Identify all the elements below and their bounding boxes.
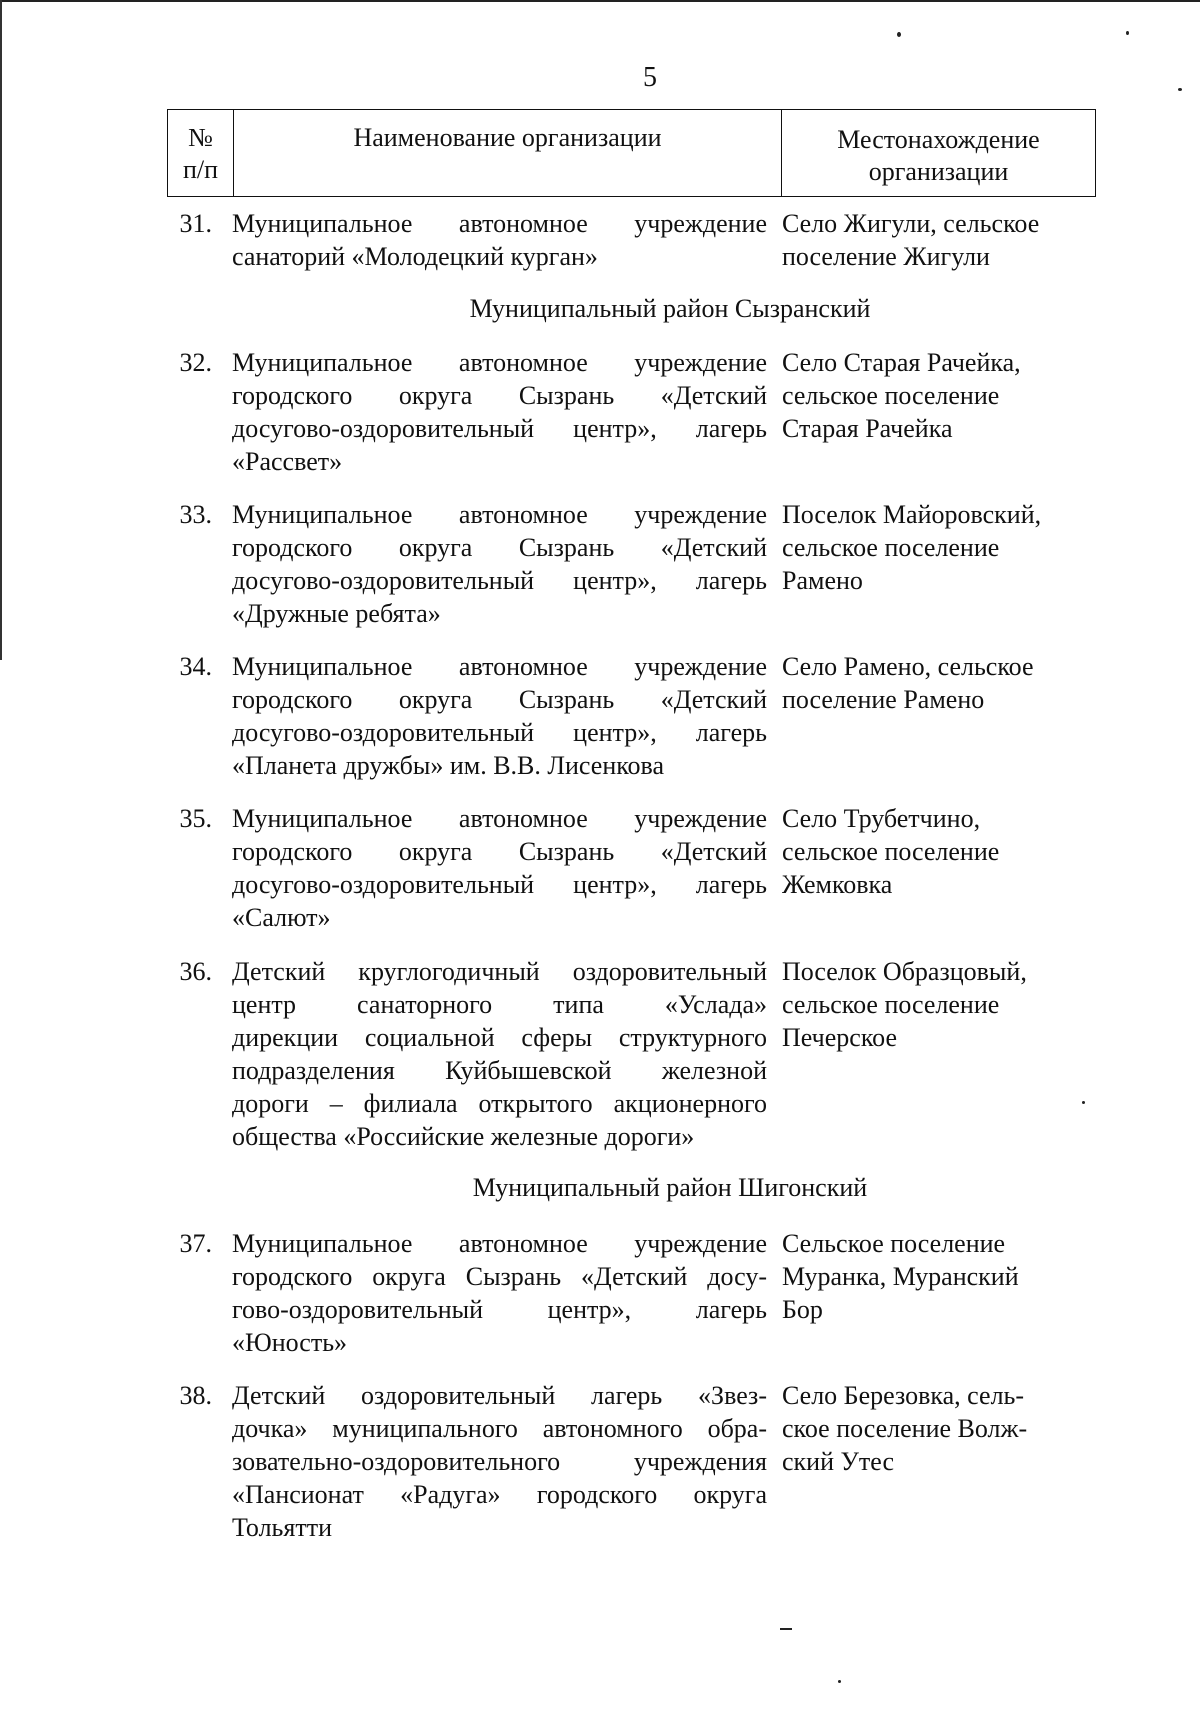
organization-name-line: «Дружные ребята» bbox=[232, 599, 441, 628]
organization-location-line: Рамено bbox=[782, 566, 863, 595]
organization-name bbox=[232, 1379, 767, 1544]
organization-name-line: дирекции социальной сферы структурного bbox=[232, 1023, 767, 1052]
organization-name-line: Муниципальное автономное учреждение bbox=[232, 348, 767, 377]
organization-name-line: гово-оздоровительный центр», лагерь bbox=[232, 1295, 767, 1324]
organization-location-line: Сельское поселение bbox=[782, 1229, 1006, 1258]
header-location-line2: организации bbox=[868, 157, 1009, 186]
row-number: 34. bbox=[179, 652, 212, 681]
header-number-abbr: п/п bbox=[182, 155, 219, 184]
organization-name-line: зовательно-оздоровительного учреждения bbox=[232, 1447, 767, 1476]
organization-location-line: сельское поселение bbox=[782, 533, 1000, 562]
organization-location-line: сельское поселение bbox=[782, 381, 1000, 410]
organization-name bbox=[232, 498, 767, 630]
organization-name-line: Детский круглогодичный оздоровительный bbox=[232, 957, 767, 986]
scan-speck bbox=[780, 1628, 792, 1630]
organization-name-line: Муниципальное автономное учреждение bbox=[232, 500, 767, 529]
organization-name-line: «Пансионат «Радуга» городского округа bbox=[232, 1480, 767, 1509]
organization-location-line: Поселок Майоровский, bbox=[782, 500, 1042, 529]
organization-name-line: дороги – филиала открытого акционерного bbox=[232, 1089, 767, 1118]
organization-name-line: «Юность» bbox=[232, 1328, 348, 1357]
organization-location-line: ский Утес bbox=[782, 1447, 894, 1476]
header-name-label: Наименование организации bbox=[353, 123, 662, 152]
organization-name bbox=[232, 346, 767, 478]
organization-location bbox=[782, 346, 1102, 445]
organization-name-line: санаторий «Молодецкий курган» bbox=[232, 242, 598, 271]
row-number: 33. bbox=[179, 500, 212, 529]
organization-location bbox=[782, 207, 1102, 273]
organization-name-line: досугово-оздоровительный центр», лагерь bbox=[232, 870, 767, 899]
organization-location-line: Жемковка bbox=[782, 870, 893, 899]
organization-name bbox=[232, 955, 767, 1153]
header-number-symbol: № bbox=[188, 123, 213, 152]
organization-name-line: Муниципальное автономное учреждение bbox=[232, 652, 767, 681]
organization-location-line: Печерское bbox=[782, 1023, 897, 1052]
organization-location-line: Село Рамено, сельское bbox=[782, 652, 1034, 681]
organization-name-line: дочка» муниципального автономного обра- bbox=[232, 1414, 767, 1443]
table-header bbox=[167, 109, 1096, 197]
organization-location bbox=[782, 1379, 1102, 1478]
organization-name-line: «Салют» bbox=[232, 903, 331, 932]
scan-speck bbox=[897, 32, 901, 37]
header-name-cell bbox=[234, 110, 782, 196]
organization-location-line: Бор bbox=[782, 1295, 823, 1324]
organization-location bbox=[782, 1227, 1102, 1326]
organization-name-line: «Рассвет» bbox=[232, 447, 343, 476]
organization-location-line: поселение Рамено bbox=[782, 685, 985, 714]
organization-name-line: досугово-оздоровительный центр», лагерь bbox=[232, 718, 767, 747]
organization-name-line: «Планета дружбы» им. В.В. Лисенкова bbox=[232, 751, 665, 780]
header-location-cell bbox=[782, 110, 1095, 196]
organization-name bbox=[232, 207, 767, 273]
section-heading-syzran: Муниципальный район Сызранский bbox=[469, 294, 871, 323]
organization-name-line: Детский оздоровительный лагерь «Звез- bbox=[232, 1381, 767, 1410]
scan-speck bbox=[838, 1680, 841, 1683]
organization-name-line: городского округа Сызрань «Детский bbox=[232, 685, 767, 714]
organization-name-line: городского округа Сызрань «Детский bbox=[232, 533, 767, 562]
organization-name-line: Муниципальное автономное учреждение bbox=[232, 209, 767, 238]
organization-location bbox=[782, 650, 1102, 716]
organization-name-line: центр санаторного типа «Услада» bbox=[232, 990, 767, 1019]
organization-location-line: Село Жигули, сельское bbox=[782, 209, 1040, 238]
organization-location-line: Село Березовка, сель- bbox=[782, 1381, 1025, 1410]
row-number: 37. bbox=[179, 1229, 212, 1258]
organization-name-line: Муниципальное автономное учреждение bbox=[232, 804, 767, 833]
organization-location-line: Село Старая Рачейка, bbox=[782, 348, 1021, 377]
organization-name-line: городского округа Сызрань «Детский досу- bbox=[232, 1262, 767, 1291]
section-heading-shigony: Муниципальный район Шигонский bbox=[472, 1173, 868, 1202]
organization-name bbox=[232, 1227, 767, 1359]
organization-name bbox=[232, 650, 767, 782]
organization-name-line: общества «Российские железные дороги» bbox=[232, 1122, 695, 1151]
scan-edge-left bbox=[0, 0, 2, 660]
organization-location-line: сельское поселение bbox=[782, 837, 1000, 866]
organization-location-line: сельское поселение bbox=[782, 990, 1000, 1019]
row-number: 32. bbox=[179, 348, 212, 377]
organization-name-line: подразделения Куйбышевской железной bbox=[232, 1056, 767, 1085]
page-number: 5 bbox=[643, 62, 657, 93]
organization-location bbox=[782, 955, 1102, 1054]
header-location-line1: Местонахождение bbox=[837, 125, 1040, 154]
organization-name-line: досугово-оздоровительный центр», лагерь bbox=[232, 414, 767, 443]
scan-edge-top bbox=[0, 0, 1200, 2]
row-number: 35. bbox=[179, 804, 212, 833]
organization-location-line: Старая Рачейка bbox=[782, 414, 953, 443]
organization-name-line: городского округа Сызрань «Детский bbox=[232, 381, 767, 410]
scan-speck bbox=[1082, 1101, 1085, 1104]
row-number: 38. bbox=[179, 1381, 212, 1410]
organization-name-line: городского округа Сызрань «Детский bbox=[232, 837, 767, 866]
organization-location bbox=[782, 802, 1102, 901]
organization-location-line: Село Трубетчино, bbox=[782, 804, 981, 833]
organization-location bbox=[782, 498, 1102, 597]
organization-name-line: Муниципальное автономное учреждение bbox=[232, 1229, 767, 1258]
row-number: 36. bbox=[179, 957, 212, 986]
scan-speck bbox=[1126, 31, 1129, 35]
organization-location-line: Поселок Образцовый, bbox=[782, 957, 1027, 986]
row-number: 31. bbox=[179, 209, 212, 238]
organization-location-line: ское поселение Волж- bbox=[782, 1414, 1028, 1443]
organization-name-line: Тольятти bbox=[232, 1513, 333, 1542]
organization-name-line: досугово-оздоровительный центр», лагерь bbox=[232, 566, 767, 595]
header-number-cell bbox=[168, 110, 234, 196]
organization-location-line: Муранка, Муранский bbox=[782, 1262, 1019, 1291]
organization-name bbox=[232, 802, 767, 934]
organization-location-line: поселение Жигули bbox=[782, 242, 990, 271]
